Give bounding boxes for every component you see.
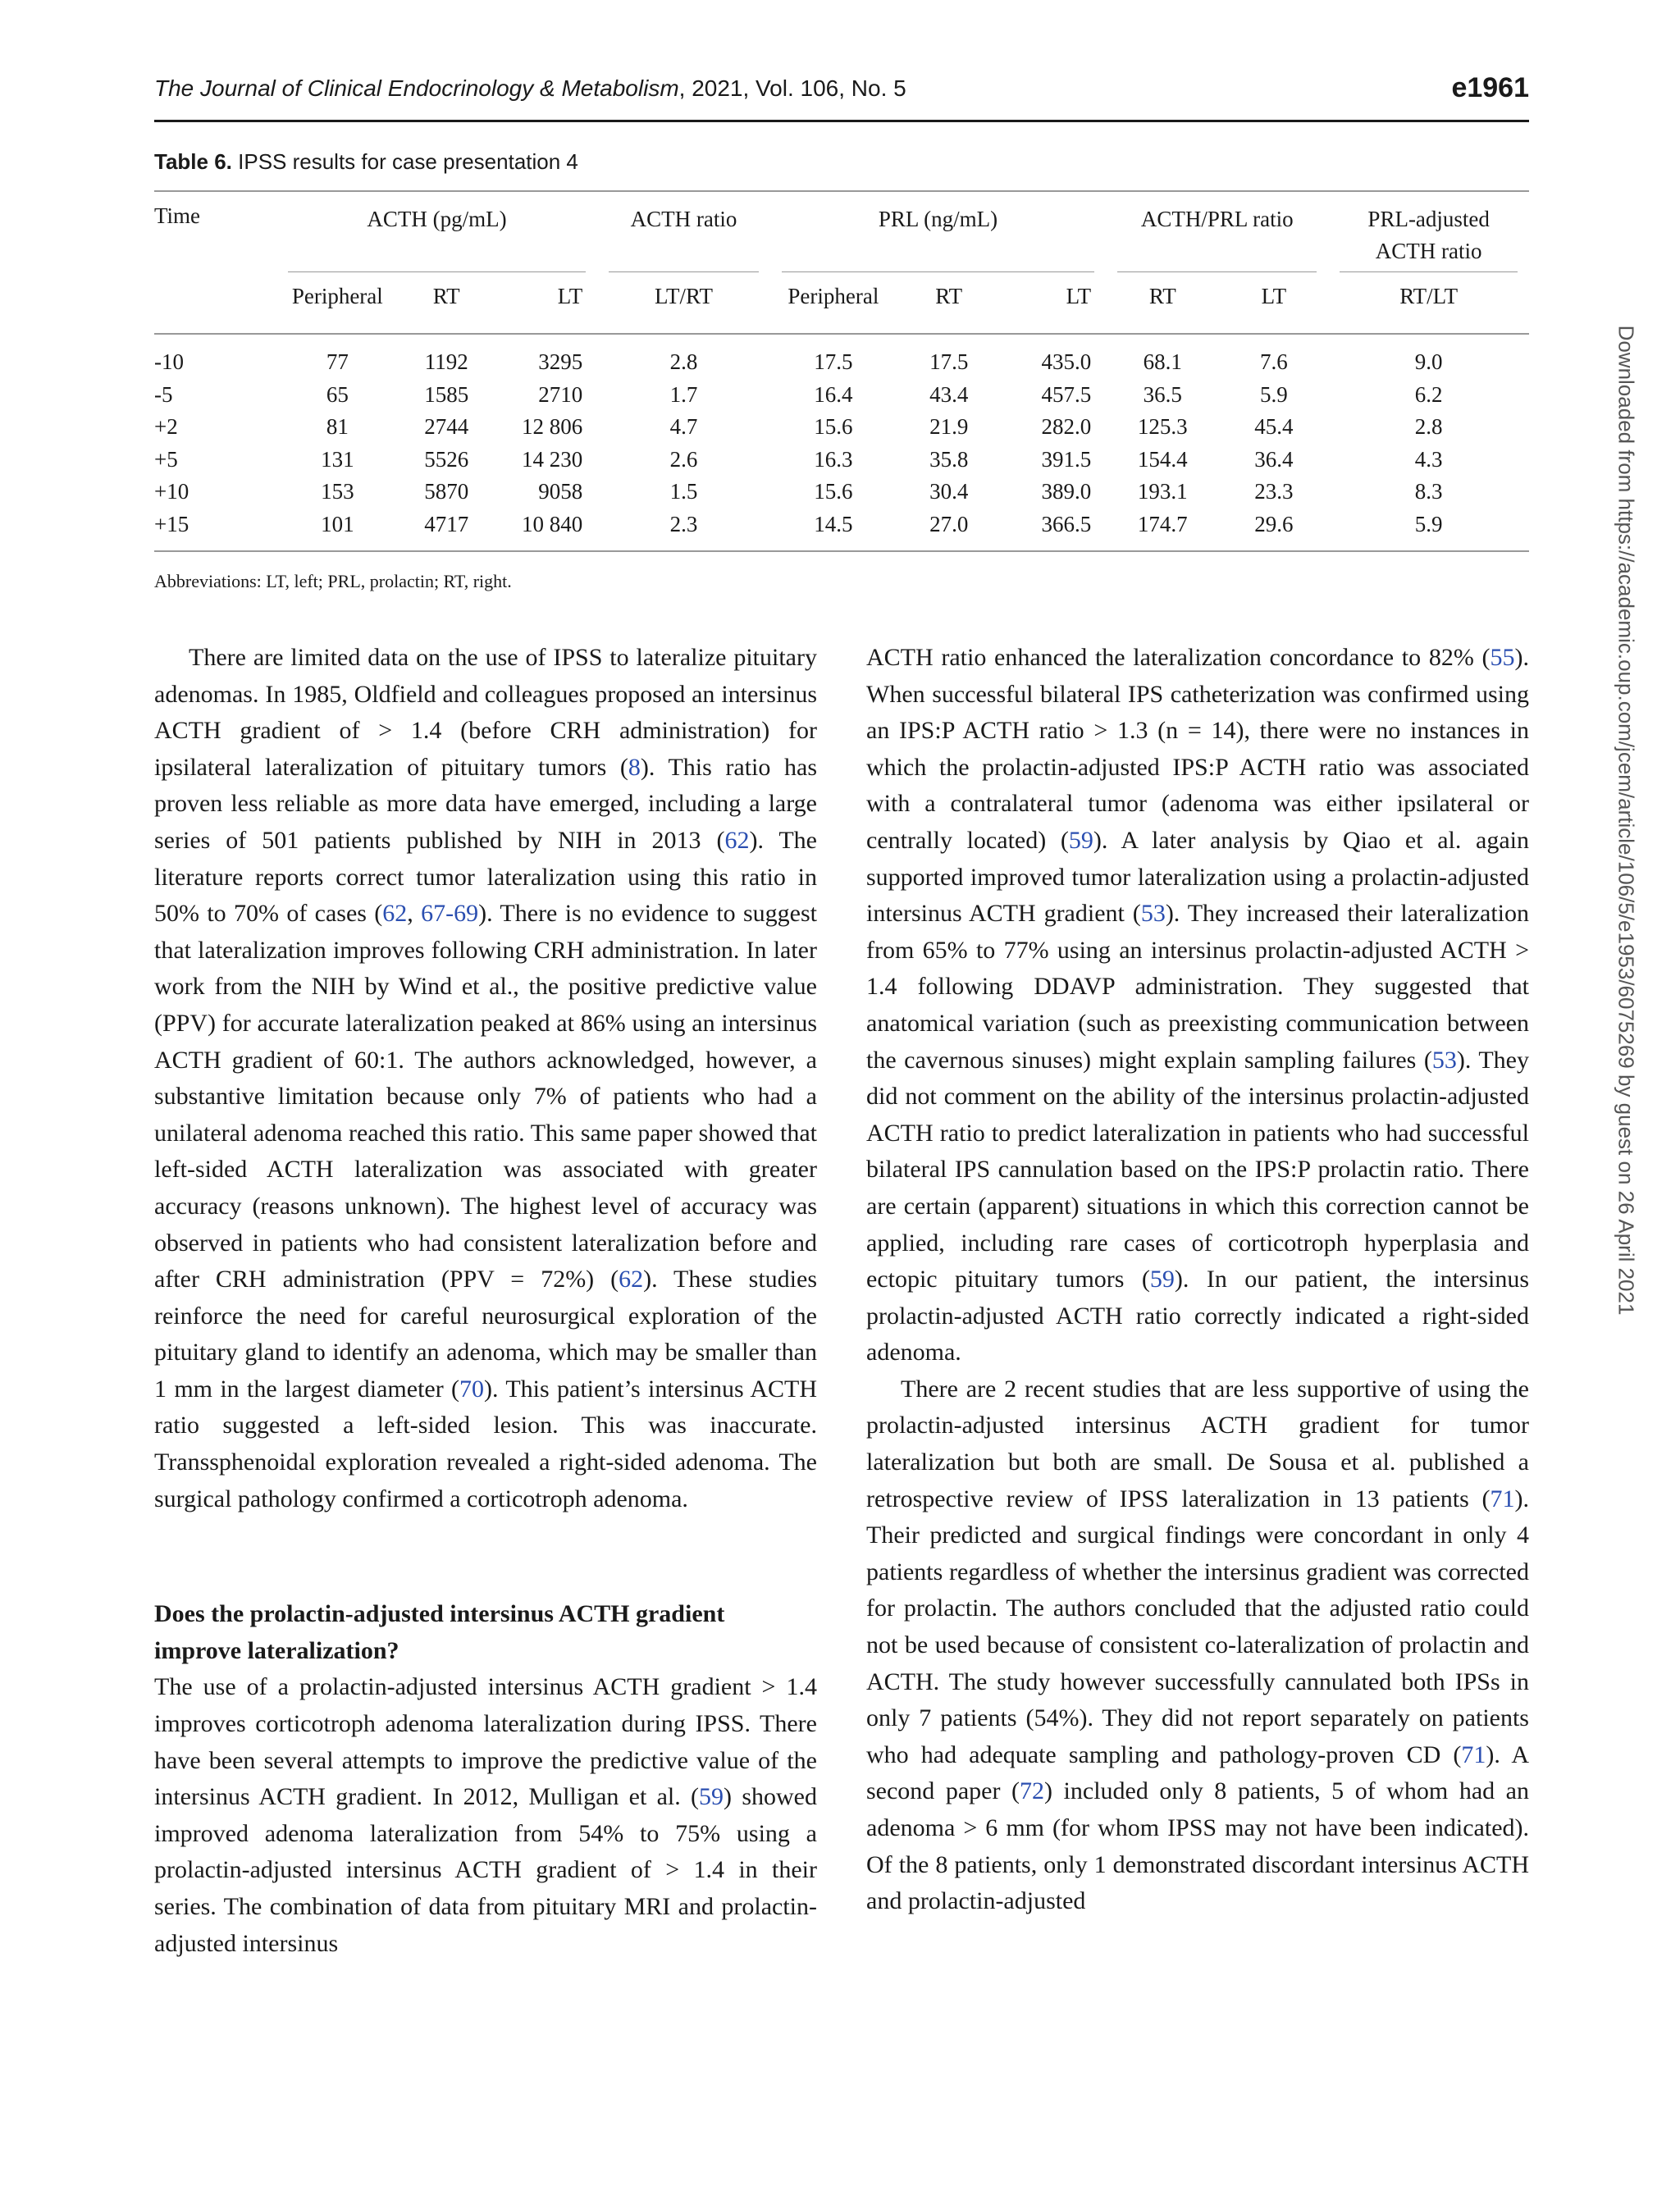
table-subheader-row — [154, 272, 1529, 334]
table-cell: 1585 — [424, 381, 469, 407]
table-cell: 16.4 — [814, 381, 853, 407]
table-cell: +15 — [154, 511, 189, 536]
table-cell: +2 — [154, 414, 178, 440]
table-cell: 4717 — [424, 511, 469, 536]
table-cell: 14 230 — [521, 446, 583, 472]
paragraph — [154, 640, 817, 1517]
reference-link[interactable]: 70 — [459, 1375, 485, 1403]
table-footnote: Abbreviations: LT, left; PRL, prolactin; RT, right. — [154, 571, 512, 591]
reference-link[interactable]: 62 — [382, 900, 408, 928]
col-group-acth: ACTH (pg/mL) — [276, 191, 597, 272]
journal-issue: , 2021, Vol. 106, No. 5 — [678, 75, 906, 101]
reference-link[interactable]: 59 — [699, 1783, 724, 1811]
reference-link[interactable]: 59 — [1149, 1266, 1175, 1293]
right-column — [866, 640, 1529, 1920]
table-cell: +5 — [154, 446, 178, 472]
left-column — [154, 640, 817, 1962]
text-run: ). Their predicted and surgical findings were concordant in only 4 patients regardless of whether the intersinus gradient was corrected for prolactin. The authors concluded that the adjusted ratio could not be used because of consistent co-lateralization of prolactin and ACTH. The study however successfully cannulated both IPSs in only 7 patients (54%). They did not report separately on patients who had adequate sampling and pathology-proven CD ( — [866, 1485, 1529, 1768]
reference-link[interactable]: 8 — [628, 753, 641, 781]
table-cell: 68.1 — [1143, 349, 1182, 375]
table-cell: 81 — [326, 414, 349, 440]
text-run: ACTH ratio enhanced the lateralization concordance to 82% ( — [866, 644, 1491, 671]
col-subheader: Peripheral — [770, 272, 897, 334]
col-subheader: RT — [399, 272, 495, 334]
table-row — [154, 334, 1529, 379]
text-run: There are 2 recent studies that are less supportive of using the prolactin-adjusted intersinus ACTH gradient for tumor lateralization but both are small. De Sousa et al. published a retrospective review of IPSS lateralization in 13 patients ( — [866, 1375, 1529, 1512]
section-heading: Does the prolactin-adjusted intersinus ACTH gradient improve lateralization? — [154, 1600, 725, 1664]
table-cell: 2.6 — [669, 446, 698, 472]
table-caption-text: IPSS results for case presentation 4 — [238, 149, 578, 174]
text-run: ). They increased their lateralization from 65% to 77% using an intersinus prolactin-adjusted ACTH > 1.4 following DDAVP administration. They suggested that anatomical variation (such as preexisting communication between the cavernous sinuses) might explain sampling failures ( — [866, 900, 1530, 1074]
table-cell: 3295 — [538, 349, 583, 375]
ipss-results-table — [154, 190, 1529, 552]
table-cell: 9058 — [538, 479, 583, 504]
reference-link[interactable]: 53 — [1140, 900, 1166, 928]
col-subheader: LT — [495, 272, 598, 334]
text-run: ). A later analysis by Qiao et al. again supported improved tumor lateralization using a prolactin-adjusted intersinus ACTH gradient ( — [866, 826, 1529, 928]
table-cell: 1.7 — [669, 381, 698, 407]
page-header — [154, 72, 1529, 122]
table-cell: 2.8 — [669, 349, 698, 375]
table-cell: 8.3 — [1414, 479, 1443, 504]
table-cell: 12 806 — [521, 414, 583, 440]
table-cell: 14.5 — [814, 511, 853, 536]
prl-adjusted-line2: ACTH ratio — [1375, 239, 1482, 263]
table-cell: -10 — [154, 349, 184, 375]
paragraph — [154, 1669, 817, 1962]
col-group-acth-ratio: ACTH ratio — [597, 191, 770, 272]
table-cell: 5.9 — [1260, 381, 1288, 407]
table-cell: 2.3 — [669, 511, 698, 536]
table-cell: 2744 — [424, 414, 469, 440]
table-row — [154, 476, 1529, 509]
table-cell: -5 — [154, 381, 173, 407]
table-header-row — [154, 191, 1529, 272]
table-cell: 5526 — [424, 446, 469, 472]
table-cell: 30.4 — [929, 479, 969, 504]
download-watermark: Downloaded from https://academic.oup.com/jcem/article/106/5/e1953/6075269 by guest on 26 April 2021 — [1614, 325, 1639, 1316]
table-cell: 389.0 — [1041, 479, 1092, 504]
table-cell: 16.3 — [814, 446, 853, 472]
paragraph — [866, 1371, 1529, 1920]
table-cell: 27.0 — [929, 511, 969, 536]
table-cell: 10 840 — [521, 511, 583, 536]
text-run: ). A second paper ( — [866, 1740, 1530, 1805]
table-cell: 1192 — [424, 349, 468, 375]
table-cell: 36.5 — [1143, 381, 1182, 407]
col-subheader: RT/LT — [1328, 272, 1529, 334]
reference-link[interactable]: 71 — [1490, 1485, 1515, 1512]
col-subheader-empty — [154, 272, 276, 334]
table-cell: 391.5 — [1041, 446, 1092, 472]
table-cell: 1.5 — [669, 479, 698, 504]
table-cell: 7.6 — [1260, 349, 1288, 375]
table-cell: 17.5 — [814, 349, 853, 375]
table-row — [154, 509, 1529, 552]
table-cell: 125.3 — [1137, 414, 1188, 440]
reference-link[interactable]: 62 — [619, 1266, 644, 1293]
text-run: ). They did not comment on the ability of the intersinus prolactin-adjusted ACTH ratio to predict lateralization in patients who had successful bilateral IPS cannulation based on the IPS:P prolactin ratio. There are certain (apparent) situations in which this correction cannot be applied, including rare cases of corticotroph hyperplasia and ectopic pituitary tumors ( — [866, 1046, 1529, 1293]
page-number: e1961 — [1451, 72, 1529, 103]
table-cell: 15.6 — [814, 479, 853, 504]
text-run: ). This ratio has proven less reliable as more data have emerged, including a large series of 501 patients published by NIH in 2013 ( — [154, 753, 818, 854]
col-subheader: LT — [1002, 272, 1107, 334]
paragraph — [866, 640, 1529, 1371]
text-run: There are limited data on the use of IPSS to lateralize pituitary adenomas. In 1985, Oldfield and colleagues proposed an intersinus ACTH gradient of > 1.4 (before CRH administration) for ipsilateral lateralization of pituitary tumors ( — [154, 644, 817, 781]
reference-link[interactable]: 72 — [1020, 1777, 1045, 1805]
journal-title: The Journal of Clinical Endocrinology & Metabolism — [154, 75, 679, 101]
col-subheader: Peripheral — [276, 272, 399, 334]
text-run: The use of a prolactin-adjusted intersinus ACTH gradient > 1.4 improves corticotroph adenoma lateralization during IPSS. There have been several attempts to improve the predictive value of the intersinus ACTH gradient. In 2012, Mulligan et al. ( — [154, 1673, 817, 1811]
table-cell: 77 — [326, 349, 349, 375]
table-caption — [154, 149, 578, 175]
col-subheader: LT — [1219, 272, 1328, 334]
reference-link[interactable]: 59 — [1068, 826, 1093, 854]
table-cell: 282.0 — [1041, 414, 1092, 440]
reference-link[interactable]: 62 — [724, 826, 750, 854]
prl-adjusted-line1: PRL-adjusted — [1367, 207, 1490, 231]
table-cell: 154.4 — [1137, 446, 1188, 472]
col-group-acth-prl-ratio: ACTH/PRL ratio — [1106, 191, 1328, 272]
table-cell: 366.5 — [1041, 511, 1092, 536]
running-title — [154, 75, 906, 102]
table-cell: +10 — [154, 479, 189, 504]
table-cell: 101 — [321, 511, 354, 536]
table-cell: 435.0 — [1041, 349, 1092, 375]
table-cell: 43.4 — [929, 381, 969, 407]
table-row — [154, 411, 1529, 444]
text-run: ) included only 8 patients, 5 of whom had an adenoma > 6 mm (for whom IPSS may not have been indicated). Of the 8 patients, only 1 demonstrated discordant intersinus ACTH and prolactin-adjusted — [866, 1777, 1529, 1915]
table-cell: 457.5 — [1041, 381, 1092, 407]
text-run: ). When successful bilateral IPS catheterization was confirmed using an IPS:P ACTH ratio > 1.3 (n = 14), there were no instances in which the prolactin-adjusted IPS:P ACTH ratio was associated with a contralateral tumor (adenoma was either ipsilateral or centrally located) ( — [866, 644, 1529, 854]
text-run: ). These studies reinforce the need for careful neurosurgical exploration of the pituitary gland to identify an adenoma, which may be smaller than 1 mm in the largest diameter ( — [154, 1266, 817, 1403]
table-cell: 36.4 — [1254, 446, 1294, 472]
table-cell: 153 — [321, 479, 354, 504]
table-cell: 5870 — [424, 479, 469, 504]
text-run: ). The literature reports correct tumor lateralization using this ratio in 50% to 70% of cases ( — [154, 826, 817, 928]
table-cell: 17.5 — [929, 349, 969, 375]
table-cell: 193.1 — [1137, 479, 1188, 504]
table-cell: 2710 — [538, 381, 583, 407]
table-row — [154, 444, 1529, 477]
table-cell: 45.4 — [1254, 414, 1294, 440]
table-cell: 6.2 — [1414, 381, 1443, 407]
reference-link[interactable]: 53 — [1431, 1046, 1457, 1074]
table-cell: 21.9 — [929, 414, 969, 440]
table-row — [154, 379, 1529, 412]
col-header-time: Time — [154, 203, 201, 228]
col-subheader: RT — [1106, 272, 1219, 334]
table-cell: 131 — [321, 446, 354, 472]
table-caption-label: Table 6. — [154, 149, 232, 174]
table-cell: 29.6 — [1254, 511, 1294, 536]
col-subheader: RT — [897, 272, 1002, 334]
table-cell: 5.9 — [1414, 511, 1443, 536]
table-cell: 35.8 — [929, 446, 969, 472]
table-cell: 23.3 — [1254, 479, 1294, 504]
table-cell: 65 — [326, 381, 349, 407]
text-run: ). In our patient, the intersinus prolactin-adjusted ACTH ratio correctly indicated a right-sided adenoma. — [866, 1266, 1530, 1366]
text-run: , — [407, 900, 422, 928]
text-run: ). There is no evidence to suggest that lateralization improves following CRH administration. In later work from the NIH by Wind et al., the positive predictive value (PPV) for accurate lateralization peaked at 86% using an intersinus ACTH gradient of 60:1. The authors acknowledged, however, a substantive limitation because only 7% of patients who had a unilateral adenoma reached this ratio. This same paper showed that left-sided ACTH lateralization was associated with greater accuracy (reasons unknown). The highest level of accuracy was observed in patients who had consistent lateralization before and after CRH administration (PPV = 72%) ( — [154, 900, 818, 1293]
table-cell: 9.0 — [1414, 349, 1443, 375]
text-run: ) showed improved adenoma lateralization from 54% to 75% using a prolactin-adjusted intersinus ACTH gradient of > 1.4 in their series. The combination of data from pituitary MRI and prolactin-adjusted intersinus — [154, 1783, 817, 1957]
reference-link[interactable]: 71 — [1461, 1740, 1486, 1768]
col-subheader: LT/RT — [597, 272, 770, 334]
reference-link[interactable]: 55 — [1490, 644, 1515, 671]
col-group-prl-adjusted — [1328, 191, 1529, 272]
text-run: ). This patient’s intersinus ACTH ratio suggested a left-sided lesion. This was inaccurate. Transsphenoidal exploration revealed a right-sided adenoma. The surgical pathology confirmed a corticotroph adenoma. — [154, 1375, 817, 1512]
table-cell: 2.8 — [1414, 414, 1443, 440]
table-cell: 174.7 — [1137, 511, 1188, 536]
table-cell: 4.7 — [669, 414, 698, 440]
col-group-prl: PRL (ng/mL) — [770, 191, 1106, 272]
table-cell: 15.6 — [814, 414, 853, 440]
table-cell: 4.3 — [1414, 446, 1443, 472]
reference-link[interactable]: 67-69 — [421, 900, 479, 928]
